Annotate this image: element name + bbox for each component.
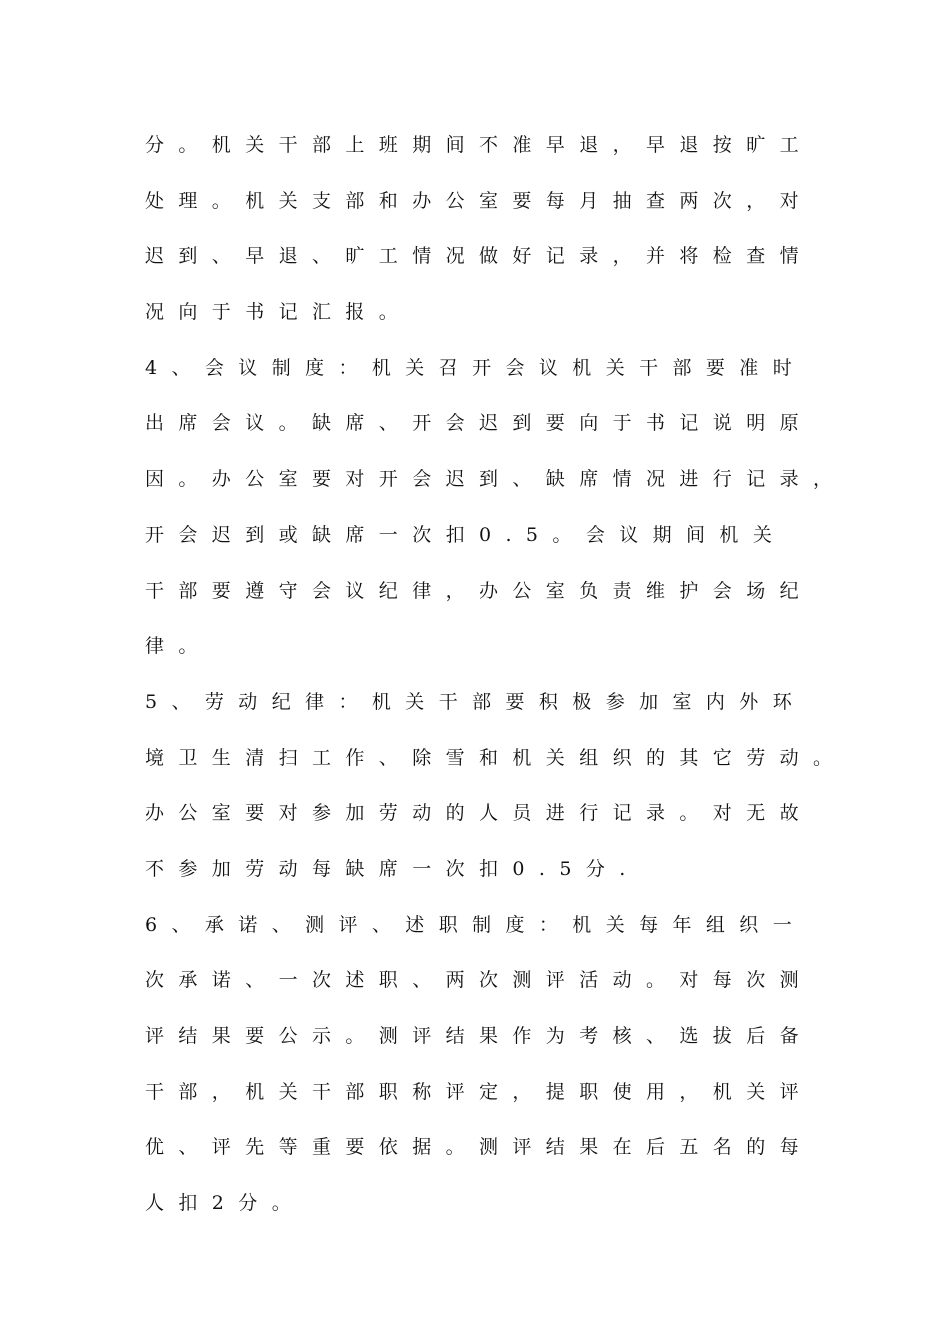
text-line: 优、评先等重要依据。测评结果在后五名的每 xyxy=(145,1136,814,1159)
text-line: 处理。机关支部和办公室要每月抽查两次，对 xyxy=(145,189,814,212)
text-line: 迟到、早退、旷工情况做好记录，并将检查情 xyxy=(145,245,814,268)
text-line: 干部要遵守会议纪律，办公室负责维护会场纪 xyxy=(145,579,814,602)
text-line: 5、劳动纪律：机关干部要积极参加室内外环 xyxy=(145,690,807,713)
text-line: 开会迟到或缺席一次扣0.5。会议期间机关 xyxy=(145,523,787,546)
text-line: 因。办公室要对开会迟到、缺席情况进行记录， xyxy=(145,468,847,491)
text-line: 6、承诺、测评、述职制度：机关每年组织一 xyxy=(145,913,807,936)
text-line: 办公室要对参加劳动的人员进行记录。对无故 xyxy=(145,802,814,825)
text-line: 况向于书记汇报。 xyxy=(145,301,413,324)
text-line: 评结果要公示。测评结果作为考核、选拔后备 xyxy=(145,1025,814,1047)
text-line: 出席会议。缺席、开会迟到要向于书记说明原 xyxy=(145,412,814,435)
body-text xyxy=(145,118,845,1232)
text-line: 人扣2分。 xyxy=(145,1192,306,1215)
text-line: 分。机关干部上班期间不准早退，早退按旷工 xyxy=(145,134,814,156)
text-line: 不参加劳动每缺席一次扣0.5分. xyxy=(145,857,640,880)
text-line: 次承诺、一次述职、两次测评活动。对每次测 xyxy=(145,969,814,992)
text-line: 4、会议制度：机关召开会议机关干部要准时 xyxy=(145,356,807,379)
text-line: 干部，机关干部职称评定，提职使用，机关评 xyxy=(145,1080,814,1103)
text-line: 律。 xyxy=(145,635,212,658)
text-line: 境卫生清扫工作、除雪和机关组织的其它劳动。 xyxy=(145,746,847,769)
